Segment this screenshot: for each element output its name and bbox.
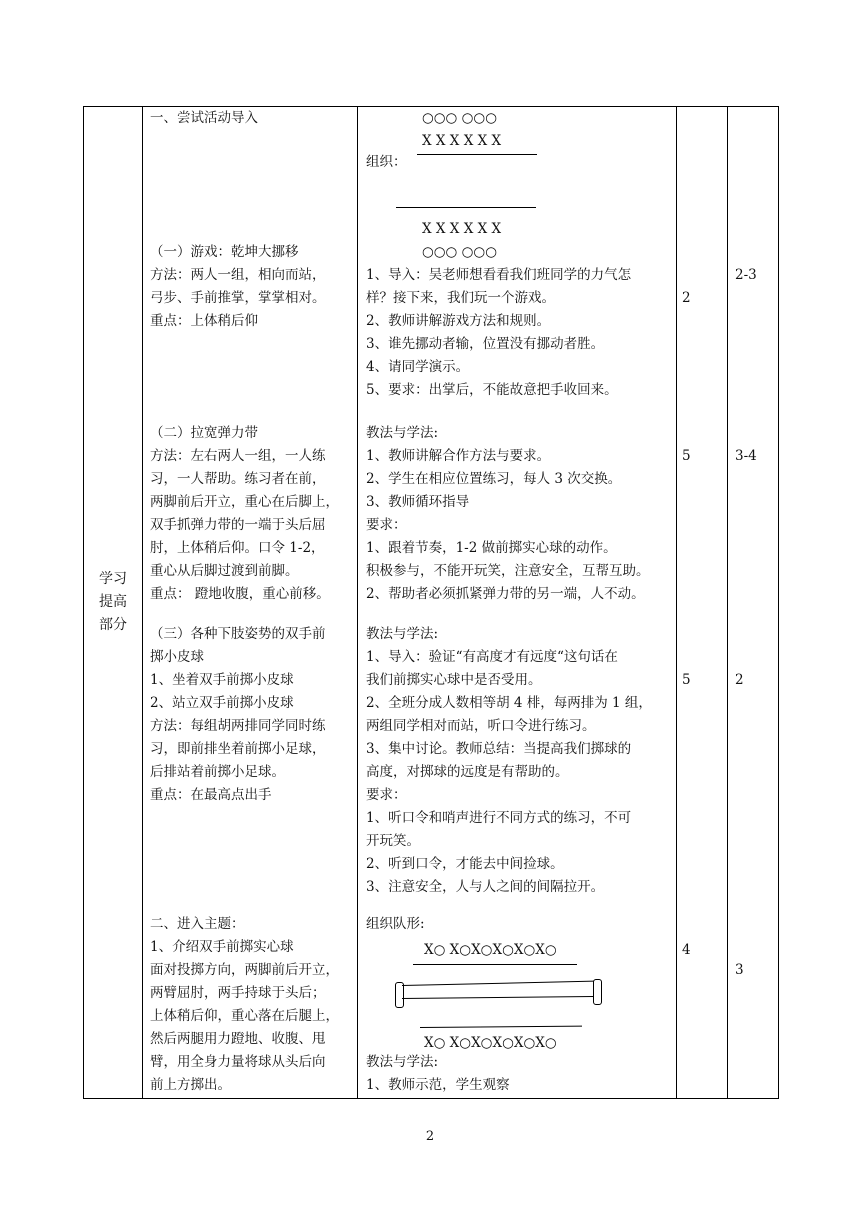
method-line: 3、集中讨论。教师总结：当提高我们掷球的 <box>366 741 632 757</box>
time-value: 4 <box>682 942 691 958</box>
method-line: 要求： <box>366 517 407 533</box>
method-line: 1、听口令和哨声进行不同方式的练习，不可 <box>366 810 632 826</box>
lesson-plan-table <box>83 106 779 1099</box>
content-line: 后排站着前掷小足球。 <box>150 764 285 780</box>
method-line: 3、注意安全，人与人之间的间隔拉开。 <box>366 879 605 895</box>
content-cell <box>143 107 358 1099</box>
method-line: 5、要求：出掌后，不能故意把手收回来。 <box>366 382 618 398</box>
organization-label: 组织： <box>366 154 407 170</box>
time-value: 5 <box>682 672 691 688</box>
formation-heading: 组织队形: <box>366 916 425 932</box>
formation-x-bottom: X X X X X X <box>422 221 502 237</box>
content-game-title: （一）游戏：乾坤大挪移 <box>150 244 299 260</box>
method-line: 3、谁先挪动者输，位置没有挪动者胜。 <box>366 336 605 352</box>
content-line: 上体稍后仰，重心落在后腿上， <box>150 1008 339 1024</box>
content-line: 习，即前排坐着前掷小足球， <box>150 741 326 757</box>
method-line: 我们前掷实心球中是否受用。 <box>366 672 542 688</box>
method-line: 积极参与，不能开玩笑，注意安全，互帮互助。 <box>366 563 650 579</box>
formation-x-top: X X X X X X <box>422 133 502 149</box>
method-line: 1、跟着节奏，1-2 做前掷实心球的动作。 <box>366 540 617 556</box>
content-line: 1、介绍双手前掷实心球 <box>150 939 294 955</box>
formation-row-top: X○ X○X○X○X○X○ <box>424 942 557 958</box>
method-line: 1、教师示范，学生观察 <box>366 1077 510 1093</box>
method-cell <box>358 107 677 1099</box>
method-line: 1、导入：吴老师想看看我们班同学的力气怎 <box>366 267 632 283</box>
count-cell <box>728 107 779 1099</box>
method-line: 高度，对掷球的远度是有帮助的。 <box>366 764 569 780</box>
formation-circles-bottom: ○○○ ○○○ <box>422 244 497 260</box>
content-line: 肘，上体稍后仰。口令 1-2， <box>150 540 325 556</box>
method-line: 1、导入：验证“有高度才有远度“这句话在 <box>366 649 618 665</box>
time-value: 2 <box>682 290 691 306</box>
content-line: 双手抓弹力带的一端于头后屈 <box>150 517 326 533</box>
part-label: 学习提高部分 <box>99 570 127 633</box>
time-value: 5 <box>682 448 691 464</box>
method-line: 2、教师讲解游戏方法和规则。 <box>366 313 551 329</box>
method-line: 两组同学相对而站，听口令进行练习。 <box>366 718 596 734</box>
method-line: 样？接下来，我们玩一个游戏。 <box>366 290 555 306</box>
content-line: 2、站立双手前掷小皮球 <box>150 695 294 711</box>
content-line: 重点： 蹬地收腹，重心前移。 <box>150 586 330 602</box>
method-line: 2、全班分成人数相等胡 4 棑，每两排为 1 组， <box>366 695 652 711</box>
content-line: 弓步、手前推掌，掌掌相对。 <box>150 290 326 306</box>
page-number: 2 <box>425 1129 435 1144</box>
band-line-bottom <box>402 996 594 999</box>
formation-line-lower <box>420 1026 582 1028</box>
content-heading-theme: 二、进入主题： <box>150 916 245 932</box>
count-value: 3 <box>735 962 744 978</box>
formation-line-top <box>417 154 537 155</box>
content-heading-intro: 一、尝试活动导入 <box>150 110 258 126</box>
count-value: 2 <box>735 672 744 688</box>
formation-row-bottom: X○ X○X○X○X○X○ <box>424 1035 557 1051</box>
method-line: 1、教师讲解合作方法与要求。 <box>366 448 551 464</box>
content-line: 重心从后脚过渡到前脚。 <box>150 563 299 579</box>
method-line: 2、帮助者必须抓紧弹力带的另一端，人不动。 <box>366 586 645 602</box>
formation-circles-top: ○○○ ○○○ <box>422 110 497 126</box>
table-row <box>84 107 779 1099</box>
method-line: 2、听到口令，才能去中间捡球。 <box>366 856 564 872</box>
formation-line-bottom <box>396 207 536 208</box>
content-line: 重点：上体稍后仰 <box>150 313 258 329</box>
method-line: 2、学生在相应位置练习，每人 3 次交换。 <box>366 471 622 487</box>
time-cell <box>677 107 728 1099</box>
content-line: 方法：两人一组，相向而站， <box>150 267 326 283</box>
method-heading: 教法与学法: <box>366 1054 439 1070</box>
method-heading: 教法与学法: <box>366 626 439 642</box>
method-line: 4、请同学演示。 <box>366 359 470 375</box>
method-line: 要求： <box>366 787 407 803</box>
count-value: 3-4 <box>735 448 757 464</box>
content-line: 两臂屈肘，两手持球于头后； <box>150 985 326 1001</box>
content-ball-title: （三）各种下肢姿势的双手前 <box>150 626 326 642</box>
content-line: 面对投掷方向，两脚前后开立， <box>150 962 339 978</box>
content-line: 臂，用全身力量将球从头后向 <box>150 1054 326 1070</box>
right-post <box>593 979 602 1005</box>
content-line: 方法：左右两人一组，一人练 <box>150 448 326 464</box>
content-band-title: （二）拉宽弹力带 <box>150 425 258 441</box>
method-line: 开玩笑。 <box>366 833 420 849</box>
content-line: 然后两腿用力蹬地、收腹、甩 <box>150 1031 326 1047</box>
method-line: 3、教师循环指导 <box>366 494 470 510</box>
content-line: 方法：每组胡两排同学同时练 <box>150 718 326 734</box>
count-value: 2-3 <box>735 267 757 283</box>
band-line-top <box>402 981 594 986</box>
content-line: 掷小皮球 <box>150 649 204 665</box>
method-heading: 教法与学法: <box>366 425 439 441</box>
content-line: 1、坐着双手前掷小皮球 <box>150 672 294 688</box>
content-line: 重点：在最高点出手 <box>150 787 272 803</box>
part-cell <box>84 107 143 1099</box>
content-line: 两脚前后开立，重心在后脚上， <box>150 494 339 510</box>
content-line: 前上方掷出。 <box>150 1077 231 1093</box>
formation-line-upper <box>413 964 577 965</box>
content-line: 习，一人帮助。练习者在前， <box>150 471 326 487</box>
